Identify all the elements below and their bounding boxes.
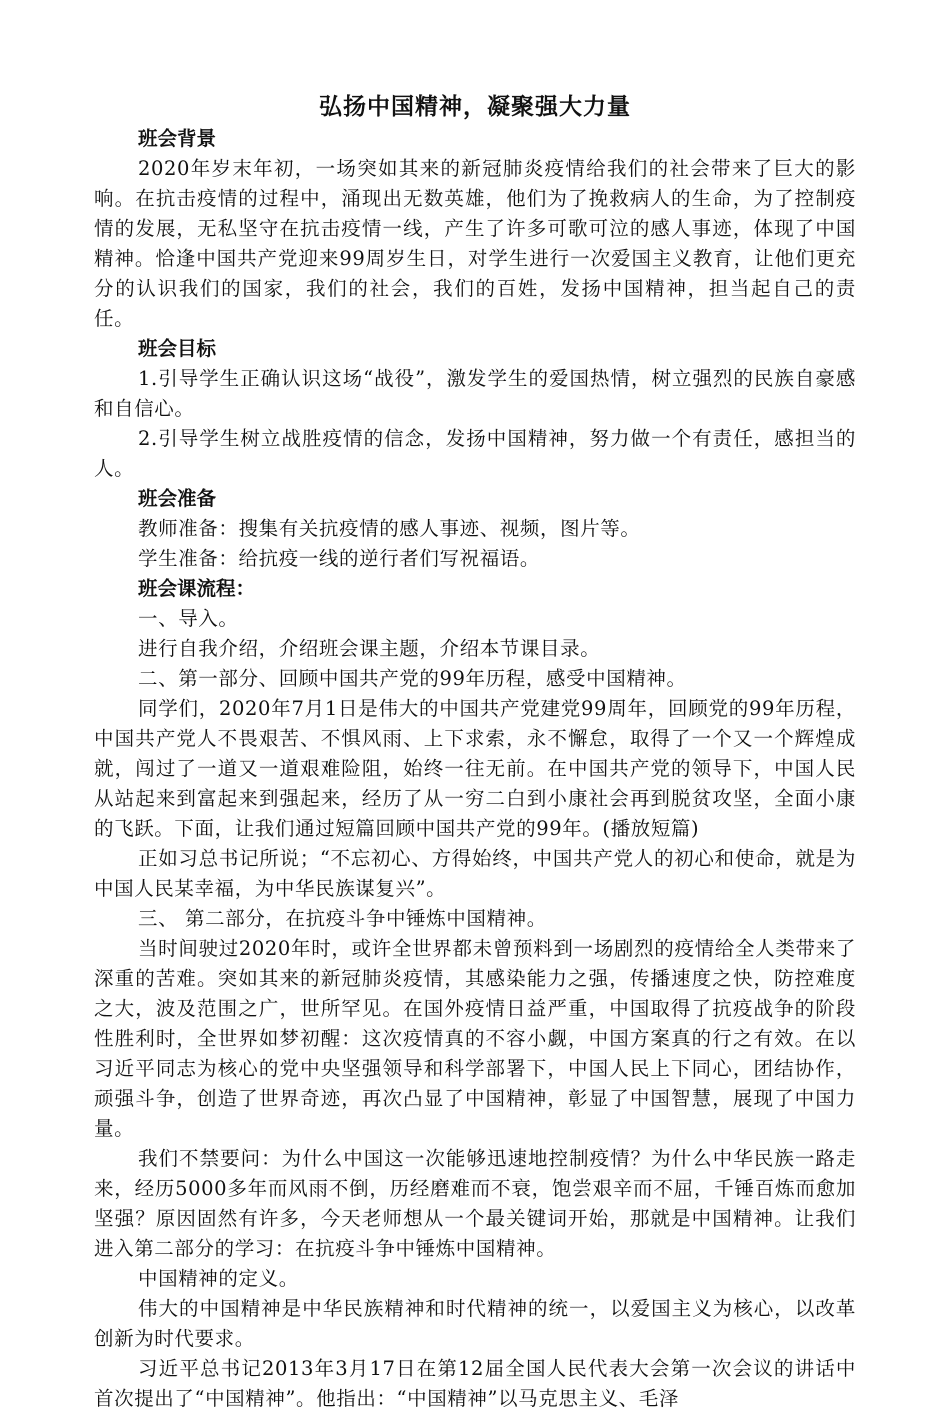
paragraph: 1.引导学生正确认识这场“战役”，激发学生的爱国热情，树立强烈的民族自豪感和自信心。 <box>94 367 856 420</box>
paragraph: 伟大的中国精神是中华民族精神和时代精神的统一，以爱国主义为核心，以改革创新为时代要求。 <box>94 1297 856 1350</box>
paragraph: 我们不禁要问：为什么中国这一次能够迅速地控制疫情？为什么中华民族一路走来，经历5000多年而风雨不倒，历经磨难而不衰，饱尝艰辛而不屈，千锤百炼而愈加坚强？原因固然有许多，今天老师想从一个最关键词开始，那就是中国精神。让我们进入第二部分的学习：在抗疫斗争中锤炼中国精神。 <box>94 1147 856 1260</box>
paragraph: 二、第一部分、回顾中国共产党的99年历程，感受中国精神。 <box>138 667 687 690</box>
document-title: 弘扬中国精神，凝聚强大力量 <box>319 93 631 120</box>
paragraph: 中国精神的定义。 <box>138 1267 299 1290</box>
paragraph: 2020年岁末年初，一场突如其来的新冠肺炎疫情给我们的社会带来了巨大的影响。在抗击疫情的过程中，涌现出无数英雄，他们为了挽救病人的生命，为了控制疫情的发展，无私坚守在抗击疫情一线，产生了许多可歌可泣的感人事迹，体现了中国精神。恰逢中国共产党迎来99周岁生日，对学生进行一次爱国主义教育，让他们更充分的认识我们的国家，我们的社会，我们的百姓，发扬中国精神，担当起自己的责任。 <box>94 157 856 330</box>
paragraph: 同学们，2020年7月1日是伟大的中国共产党建党99周年，回顾党的99年历程，中国共产党人不畏艰苦、不惧风雨、上下求索，永不懈怠，取得了一个又一个辉煌成就，闯过了一道又一道艰难险阻，始终一往无前。在中国共产党的领导下，中国人民从站起来到富起来到强起来，经历了从一穷二白到小康社会再到脱贫攻坚，全面小康的飞跃。下面，让我们通过短篇回顾中国共产党的99年。(播放短篇) <box>94 697 856 840</box>
paragraph: 一、导入。 <box>138 607 239 630</box>
paragraph: 教师准备：搜集有关抗疫情的感人事迹、视频，图片等。 <box>138 517 641 540</box>
paragraph: 进行自我介绍，介绍班会课主题，介绍本节课目录。 <box>138 637 601 660</box>
section-heading-procedure: 班会课流程： <box>138 577 256 600</box>
section-heading-preparation: 班会准备 <box>138 487 217 510</box>
paragraph: 学生准备：给抗疫一线的逆行者们写祝福语。 <box>138 547 541 570</box>
section-heading-background: 班会背景 <box>138 127 217 150</box>
paragraph: 当时间驶过2020年时，或许全世界都未曾预料到一场剧烈的疫情给全人类带来了深重的苦难。突如其来的新冠肺炎疫情，其感染能力之强，传播速度之快，防控难度之大，波及范围之广，世所罕见。在国外疫情日益严重，中国取得了抗疫战争的阶段性胜利时，全世界如梦初醒：这次疫情真的不容小觑，中国方案真的行之有效。在以习近平同志为核心的党中央坚强领导和科学部署下，中国人民上下同心，团结协作，顽强斗争，创造了世界奇迹，再次凸显了中国精神，彰显了中国智慧，展现了中国力量。 <box>94 937 856 1140</box>
section-heading-goals: 班会目标 <box>138 337 217 360</box>
paragraph: 习近平总书记2013年3月17日在第12届全国人民代表大会第一次会议的讲话中首次提出了“中国精神”。他指出：“中国精神”以马克思主义、毛泽 <box>94 1357 856 1410</box>
paragraph: 三、 第二部分，在抗疫斗争中锤炼中国精神。 <box>138 907 547 930</box>
paragraph: 正如习总书记所说；“不忘初心、方得始终，中国共产党人的初心和使命，就是为中国人民某幸福，为中华民族谋复兴”。 <box>94 847 856 900</box>
paragraph: 2.引导学生树立战胜疫情的信念，发扬中国精神，努力做一个有责任，感担当的人。 <box>94 427 856 480</box>
